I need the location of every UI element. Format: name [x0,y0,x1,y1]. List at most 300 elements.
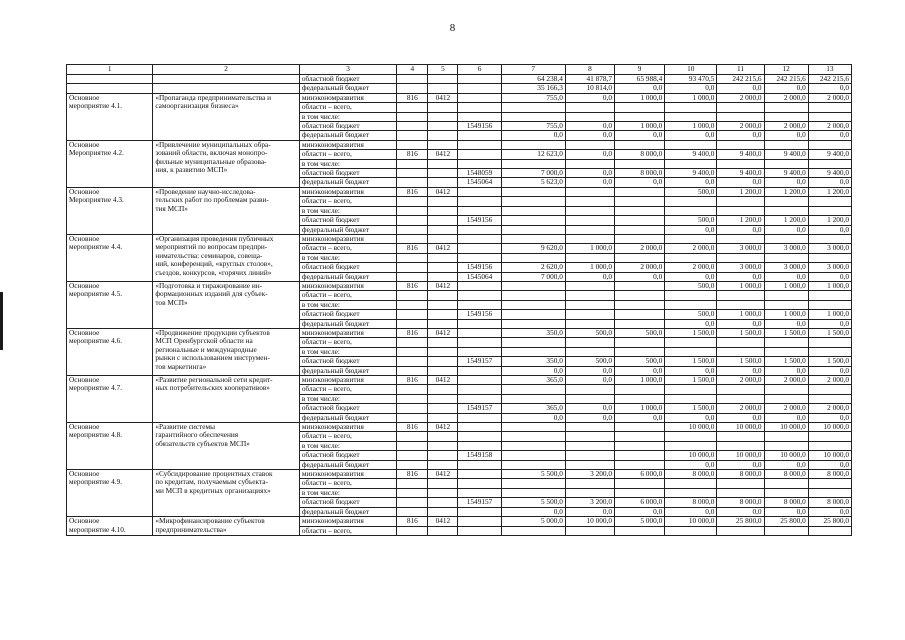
target-item-cell [458,366,501,375]
measure-title-line: ми МСП в кредитных организациях» [155,485,271,495]
value-cell: 2 000,0 [717,376,764,385]
value-cell [665,526,717,535]
value-cell [615,319,665,328]
value-cell [665,112,717,121]
table-body [67,75,852,536]
value-cell: 242 215,6 [808,75,851,84]
value-cell: 1 000,0 [717,310,764,319]
value-cell [615,479,665,488]
value-cell [808,394,851,403]
value-cell: 12 623,0 [501,150,565,159]
value-cell: 350,0 [501,328,565,337]
measure-title-line: «Микрофинансирование субъектов [155,516,265,526]
funding-source-cell: федеральный бюджет [299,272,396,281]
value-cell: 500,0 [615,357,665,366]
value-cell: 1 000,0 [665,93,717,102]
value-cell: 8 000,0 [717,470,764,479]
value-cell [501,526,565,535]
value-cell: 8 000,0 [764,498,808,507]
measure-row [67,470,852,479]
value-cell: 25 800,0 [764,517,808,526]
measure-title-line: ния, к развитию МСП» [155,165,228,175]
ministry-code-cell [397,253,428,262]
value-cell [565,451,614,460]
value-cell: 0,0 [764,131,808,140]
value-cell: 0,0 [717,272,764,281]
value-cell [565,526,614,535]
measure-name-cell [67,376,153,423]
section-code-cell [428,216,458,225]
value-cell: 5 500,0 [501,470,565,479]
value-cell [565,488,614,497]
target-item-cell [458,376,501,385]
ministry-code-cell [397,526,428,535]
funding-source-cell: областной бюджет [299,357,396,366]
value-cell [428,75,458,84]
value-cell [665,300,717,309]
target-item-cell: 1549156 [458,310,501,319]
target-item-cell [458,234,501,243]
value-cell: 3 000,0 [717,244,764,253]
target-item-cell [458,281,501,290]
value-cell [717,140,764,149]
funding-source-cell: федеральный бюджет [299,84,396,93]
value-cell: 1 000,0 [808,281,851,290]
target-item-cell: 1545064 [458,272,501,281]
value-cell [808,526,851,535]
value-cell: 3 200,0 [565,470,614,479]
measure-title-cell [153,376,300,423]
value-cell: 9 400,0 [808,150,851,159]
value-cell: 365,0 [501,376,565,385]
value-cell [501,291,565,300]
value-cell: 0,0 [665,366,717,375]
value-cell [501,432,565,441]
value-cell: 0,0 [808,507,851,516]
value-cell: 8 000,0 [615,169,665,178]
value-cell: 0,0 [565,122,614,131]
value-cell: 2 000,0 [808,376,851,385]
measure-title-line: фильные муниципальные образова- [155,156,267,166]
value-cell: 3 000,0 [717,263,764,272]
value-cell [565,310,614,319]
target-item-cell: 1549156 [458,216,501,225]
value-cell [615,206,665,215]
value-cell: 1 000,0 [615,93,665,102]
funding-source-cell: области – всего, [299,150,396,159]
section-code-cell [428,291,458,300]
target-item-cell [458,93,501,102]
ministry-code-cell [397,272,428,281]
value-cell [501,300,565,309]
value-cell [665,441,717,450]
value-cell: 5 000,0 [501,517,565,526]
value-cell [808,347,851,356]
target-item-cell [458,526,501,535]
value-cell: 0,0 [665,272,717,281]
value-cell: 0,0 [665,507,717,516]
target-item-cell [458,488,501,497]
value-cell: 0,0 [501,131,565,140]
value-cell: 5 000,0 [615,517,665,526]
funding-source-cell: в том числе: [299,206,396,215]
value-cell: 8 000,0 [808,498,851,507]
section-code-cell: 0412 [428,423,458,432]
value-cell: 8 000,0 [808,470,851,479]
value-cell: 0,0 [764,178,808,187]
target-item-cell [458,460,501,469]
value-cell [615,338,665,347]
section-code-cell [428,404,458,413]
value-cell: 1 500,0 [764,328,808,337]
value-cell [615,441,665,450]
value-cell: 0,0 [764,460,808,469]
value-cell [615,234,665,243]
value-cell: 5 623,0 [501,178,565,187]
value-cell [565,432,614,441]
value-cell: 2 000,0 [808,122,851,131]
value-cell [665,394,717,403]
value-cell: 10 000,0 [717,423,764,432]
value-cell: 0,0 [565,131,614,140]
value-cell: 0,0 [615,84,665,93]
value-cell: 9 400,0 [764,150,808,159]
section-code-cell [428,319,458,328]
target-item-cell [458,300,501,309]
value-cell [501,187,565,196]
funding-source-cell: области – всего, [299,197,396,206]
value-cell [717,394,764,403]
measure-name-cell [67,470,153,517]
target-item-cell [458,291,501,300]
column-number: 1 [67,65,153,75]
target-item-cell [458,385,501,394]
measure-name-line: мероприятие 4.7. [69,383,123,393]
section-code-cell [428,526,458,535]
target-item-cell [458,131,501,140]
ministry-code-cell: 816 [397,150,428,159]
value-cell: 1 000,0 [808,310,851,319]
value-cell [501,385,565,394]
value-cell [665,197,717,206]
value-cell [717,103,764,112]
value-cell [808,253,851,262]
funding-source-cell: федеральный бюджет [299,178,396,187]
measure-title-line: зований области, включая монопро- [155,148,268,158]
value-cell [501,460,565,469]
value-cell [808,197,851,206]
value-cell [717,432,764,441]
value-cell [615,385,665,394]
funding-source-cell: области – всего, [299,338,396,347]
value-cell [565,112,614,121]
column-number: 3 [299,65,396,75]
value-cell [565,394,614,403]
measure-name-line: Основное [69,422,100,432]
section-code-cell [428,385,458,394]
ministry-code-cell [397,385,428,394]
ministry-code-cell [397,300,428,309]
ministry-code-cell: 816 [397,187,428,196]
target-item-cell [458,253,501,262]
value-cell [501,319,565,328]
value-cell: 7 000,0 [501,272,565,281]
ministry-code-cell: 816 [397,244,428,253]
measure-name-line: Основное [69,469,100,479]
measure-name-line: Основное [69,281,100,290]
section-code-cell [428,122,458,131]
value-cell: 0,0 [717,178,764,187]
value-cell [615,281,665,290]
measure-name-cell [67,517,153,536]
ministry-code-cell [397,197,428,206]
target-item-cell [458,112,501,121]
value-cell: 242 215,6 [717,75,764,84]
value-cell: 6 000,0 [615,470,665,479]
funding-source-cell: области – всего, [299,385,396,394]
target-item-cell [458,507,501,516]
funding-source-cell: областной бюджет [299,216,396,225]
value-cell [501,394,565,403]
carryover-row [67,84,852,93]
section-code-cell [428,206,458,215]
funding-source-cell: в том числе: [299,441,396,450]
section-code-cell [428,460,458,469]
section-code-cell [428,112,458,121]
measure-title-line: ний, конференций, «круглых столов», [155,259,273,269]
ministry-code-cell: 816 [397,328,428,337]
value-cell: 1 200,0 [764,216,808,225]
value-cell [665,140,717,149]
measure-row [67,140,852,149]
funding-source-cell: областной бюджет [299,169,396,178]
ministry-code-cell [397,216,428,225]
value-cell [615,112,665,121]
value-cell [717,206,764,215]
value-cell: 10 000,0 [808,451,851,460]
value-cell: 1 000,0 [615,376,665,385]
measure-name-cell [67,328,153,375]
value-cell: 0,0 [615,178,665,187]
value-cell [764,347,808,356]
value-cell: 0,0 [764,413,808,422]
funding-source-cell: федеральный бюджет [299,366,396,375]
value-cell [717,526,764,535]
value-cell: 500,0 [665,310,717,319]
ministry-code-cell [397,310,428,319]
value-cell: 0,0 [615,131,665,140]
funding-source-cell: минэкономразвития [299,328,396,337]
section-code-cell [428,347,458,356]
section-code-cell: 0412 [428,281,458,290]
column-number: 12 [764,65,808,75]
target-item-cell: 1549157 [458,404,501,413]
value-cell [764,234,808,243]
value-cell [808,300,851,309]
value-cell: 9 400,0 [808,169,851,178]
value-cell: 0,0 [764,84,808,93]
measure-title-line: МСП Оренбургской области на [155,336,253,346]
ministry-code-cell: 816 [397,423,428,432]
target-item-cell [458,347,501,356]
column-number: 10 [665,65,717,75]
ministry-code-cell [397,178,428,187]
value-cell [615,159,665,168]
ministry-code-cell [397,225,428,234]
measure-name-line: мероприятие 4.5. [69,289,123,299]
value-cell: 0,0 [501,413,565,422]
value-cell [808,140,851,149]
value-cell [615,347,665,356]
value-cell [615,216,665,225]
value-cell: 1 500,0 [808,357,851,366]
value-cell: 2 000,0 [717,93,764,102]
value-cell: 2 000,0 [717,122,764,131]
value-cell: 500,0 [615,328,665,337]
value-cell [808,291,851,300]
ministry-code-cell [397,357,428,366]
value-cell: 0,0 [808,131,851,140]
measure-name-line: мероприятие 4.4. [69,242,123,252]
funding-source-cell: областной бюджет [299,263,396,272]
section-code-cell: 0412 [428,376,458,385]
target-item-cell [458,432,501,441]
value-cell: 1 500,0 [665,376,717,385]
value-cell [665,347,717,356]
value-cell [717,338,764,347]
measure-name-line: Основное [69,328,100,337]
funding-source-cell: минэкономразвития [299,93,396,102]
section-code-cell [428,169,458,178]
ministry-code-cell [397,394,428,403]
funding-source-cell: области – всего, [299,291,396,300]
measure-name-cell [67,187,153,234]
section-code-cell: 0412 [428,470,458,479]
funding-source-cell: областной бюджет [299,451,396,460]
target-item-cell: 1549156 [458,122,501,131]
measure-name-line: Мероприятие 4.2. [69,148,124,158]
ministry-code-cell [397,122,428,131]
section-code-cell [428,159,458,168]
funding-source-cell: области – всего, [299,103,396,112]
measure-name-cell [67,423,153,470]
value-cell [665,385,717,394]
value-cell: 755,0 [501,122,565,131]
measure-title-line: ных потребительских кооперативов» [155,383,270,393]
value-cell [764,140,808,149]
value-cell [665,253,717,262]
value-cell [665,432,717,441]
ministry-code-cell [397,432,428,441]
funding-source-cell: в том числе: [299,253,396,262]
section-code-cell [428,357,458,366]
column-number: 9 [615,65,665,75]
funding-source-cell: областной бюджет [299,498,396,507]
value-cell [764,253,808,262]
funding-source-cell: минэкономразвития [299,140,396,149]
section-code-cell [428,197,458,206]
value-cell [665,103,717,112]
value-cell [501,423,565,432]
value-cell [615,225,665,234]
value-cell: 0,0 [764,225,808,234]
value-cell: 0,0 [665,178,717,187]
value-cell: 2 000,0 [665,244,717,253]
ministry-code-cell [397,291,428,300]
value-cell: 755,0 [501,93,565,102]
value-cell: 65 988,4 [615,75,665,84]
target-item-cell [458,103,501,112]
value-cell: 1 200,0 [717,216,764,225]
value-cell: 0,0 [808,366,851,375]
budget-table [66,64,852,536]
value-cell: 0,0 [565,272,614,281]
value-cell [808,488,851,497]
value-cell [565,253,614,262]
target-item-cell: 1549157 [458,498,501,507]
scan-edge-mark [0,292,3,350]
value-cell: 1 000,0 [764,281,808,290]
value-cell: 0,0 [808,319,851,328]
value-cell: 1 000,0 [665,122,717,131]
value-cell: 0,0 [615,272,665,281]
value-cell [665,291,717,300]
value-cell: 25 800,0 [808,517,851,526]
funding-source-cell: в том числе: [299,488,396,497]
measure-name-line: мероприятие 4.9. [69,477,123,487]
target-item-cell [458,187,501,196]
measure-row [67,281,852,290]
measure-row [67,517,852,526]
value-cell: 1 500,0 [665,404,717,413]
value-cell [565,197,614,206]
measure-title-line: «Организация проведения публичных [155,234,274,243]
value-cell [501,479,565,488]
value-cell: 0,0 [717,460,764,469]
column-number: 4 [397,65,428,75]
value-cell: 2 620,0 [501,263,565,272]
value-cell [764,206,808,215]
measure-title-line: «Развитие системы [155,422,215,432]
value-cell: 7 000,0 [501,169,565,178]
measure-name-line: Основное [69,140,100,149]
value-cell [565,159,614,168]
value-cell [501,310,565,319]
value-cell: 3 000,0 [808,244,851,253]
measure-title-line: формационных изданий для субъек- [155,289,268,299]
value-cell [501,140,565,149]
value-cell: 0,0 [717,225,764,234]
value-cell [665,338,717,347]
measure-title-line: тов маркетинга» [155,361,207,371]
column-number: 7 [501,65,565,75]
value-cell: 0,0 [665,225,717,234]
value-cell: 10 000,0 [764,451,808,460]
value-cell [808,112,851,121]
value-cell [565,187,614,196]
target-item-cell: 1549158 [458,451,501,460]
value-cell [615,140,665,149]
target-item-cell [458,479,501,488]
funding-source-cell: в том числе: [299,347,396,356]
value-cell [565,347,614,356]
measure-name-line: Основное [69,375,100,384]
value-cell: 9 400,0 [717,150,764,159]
measure-title-line: «Продвижение продукции субъектов [155,328,270,337]
measure-row [67,423,852,432]
section-code-cell [428,498,458,507]
measure-title-cell [153,328,300,375]
